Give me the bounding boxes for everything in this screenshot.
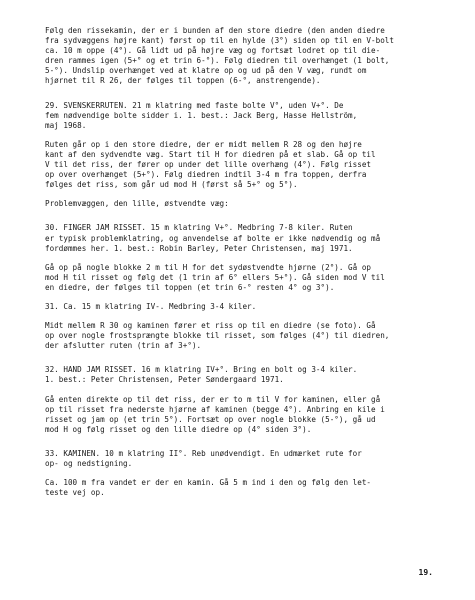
route-32-description: Gå enten direkte op til det riss, der er to m til V for kaminen, eller gå op til risset fra nederste hjørne af kaminen (begge 4°). Anbring en kile i risset og jam op (et trin 5°). Fortsæt op over nogle blokke (5-°), gå ud mod H og følg risset og den lille diedre op (4° siden 3°).: [45, 394, 385, 434]
route-31-description: Midt mellem R 30 og kaminen fører et riss op til en diedre (se foto). Gå op over nogle frostsprængte blokke til risset, som følges (4°) til diedren, der afslutter ruten (trin af 3+°).: [45, 321, 390, 351]
route-33-heading: 33. KAMINEN. 10 m klatring II°. Reb unødvendigt. En udmærket rute for op- og nedstigning.: [45, 448, 362, 468]
route-29-description: Ruten går op i den store diedre, der er midt mellem R 28 og den højre kant af den sydvendte væg. Start til H for diedren på et slab. Gå op til V til det riss, der fører op under det lille overhæng (4°). Følg risset op over overhænget (5+°). Følg diedren indtil 3-4 m fra toppen, derfra følges det riss, som går ud mod H (først så 5+° og 5°).: [45, 139, 376, 190]
route-32-heading: 32. HAND JAM RISSET. 16 m klatring IV+°. Bring en bolt og 3-4 kiler. 1. best.: Peter Christensen, Peter Søndergaard 1971.: [45, 365, 358, 385]
problem-wall-heading: Problemvæggen, den lille, østvendte væg:: [45, 199, 229, 209]
route-29-heading: 29. SVENSKERRUTEN. 21 m klatring med faste bolte V°, uden V+°. De fem nødvendige bolte sidder i. 1. best.: Jack Berg, Hasse Hellström, maj 1968.: [45, 100, 358, 130]
route-30-description: Gå op på nogle blokke 2 m til H for det sydøstvendte hjørne (2°). Gå op mod H til risset og følg det (1 trin af 6° ellers 5+°). Gå siden mod V til en diedre, der følges til toppen (et trin 6-° resten 4° og 3°).: [45, 262, 385, 292]
page-number: 19.: [418, 568, 433, 577]
route-28-description: Følg den rissekamin, der er i bunden af den store diedre (den anden diedre fra sydvæggens højre kant) først op til en hylde (3°) siden op til en V-bolt ca. 10 m oppe (4°). Gå lidt ud på højre væg og fortsæt lodret op til die- dren rammes igen (5+° og et trin 6-°). Følg diedren til overhænget (1 bolt, 5-°). Undslip overhænget ved at klatre op og ud på den V væg, rundt om hjørnet til R 26, der følges til toppen (6-°, anstrengende).: [45, 26, 394, 86]
route-31-heading: 31. Ca. 15 m klatring IV-. Medbring 3-4 kiler.: [45, 301, 257, 311]
route-33-description: Ca. 100 m fra vandet er der en kamin. Gå 5 m ind i den og følg den let- teste vej op.: [45, 478, 372, 498]
route-30-heading: 30. FINGER JAM RISSET. 15 m klatring V+°. Medbring 7-8 kiler. Ruten er typisk problemklatring, og anvendelse af bolte er ikke nødvendig og må fordømmes her. 1. best.: Robin Barley, Peter Christensen, maj 1971.: [45, 223, 381, 253]
